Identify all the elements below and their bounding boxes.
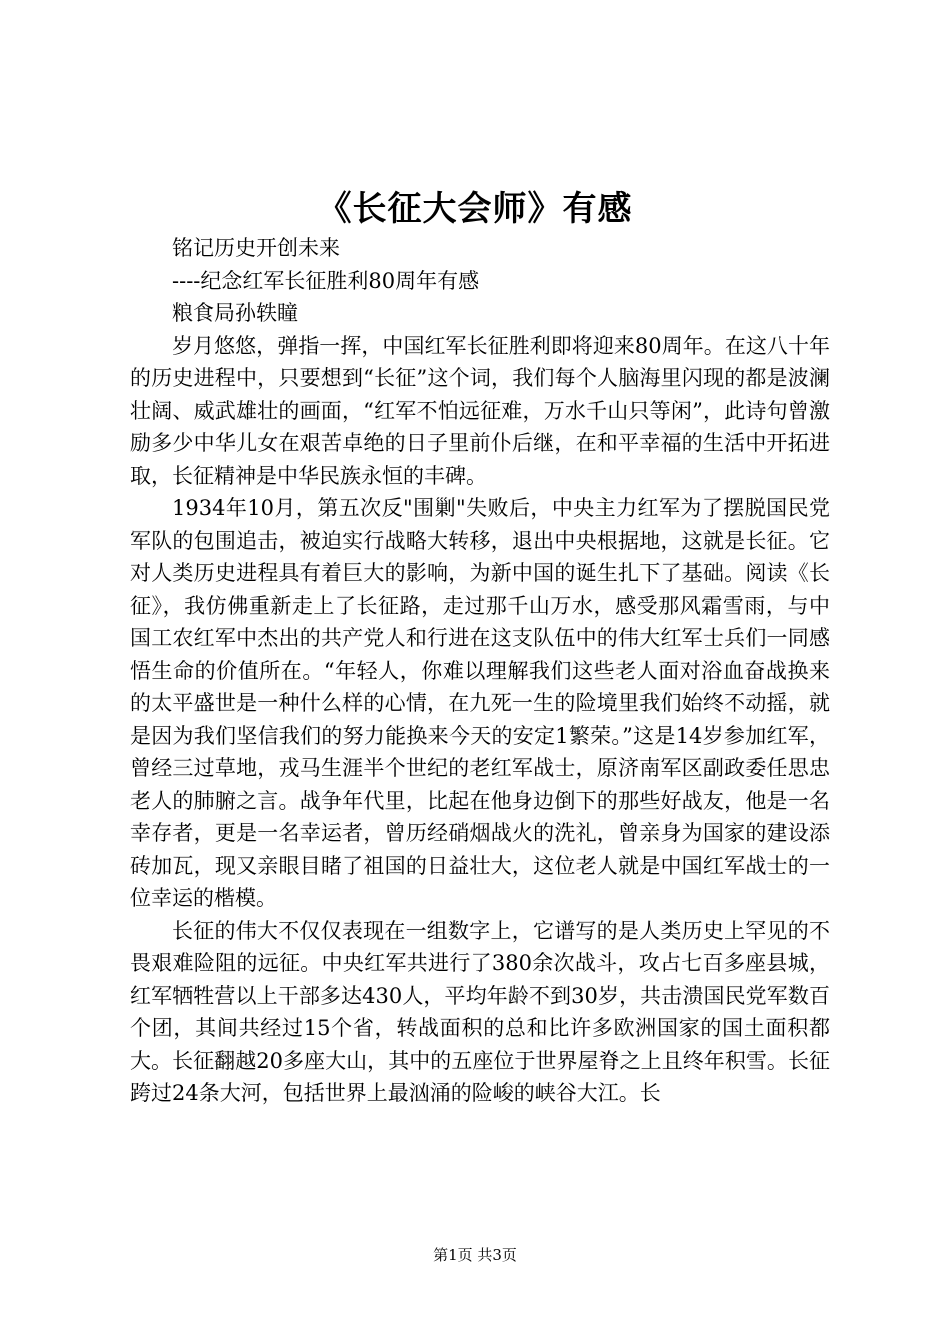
author-line: 粮食局孙轶瞳 [172,301,298,325]
document-body [130,232,830,1110]
document-title: 《长征大会师》有感 [317,189,633,229]
page-number-footer: 第1页 共3页 [433,1246,517,1264]
paragraph-1: 岁月悠悠，弹指一挥，中国红军长征胜利即将迎来80周年。在这八十年的历史进程中，只要想到“长征”这个词，我们每个人脑海里闪现的都是波澜壮阔、威武雄壮的画面，“红军不怕远征难，万水千山只等闲”，此诗句曾激励多少中华儿女在艰苦卓绝的日子里前仆后继，在和平幸福的生活中开拓进取，长征精神是中华民族永恒的丰碑。 [130,333,830,488]
subtitle-line-1: 铭记历史开创未来 [172,236,340,260]
paragraph-2: 1934年10月，第五次反"围剿"失败后，中央主力红军为了摆脱国民党军队的包围追击，被迫实行战略大转移，退出中央根据地，这就是长征。它对人类历史进程具有着巨大的影响，为新中国的诞生扎下了基础。阅读《长征》，我仿佛重新走上了长征路，走过那千山万水，感受那风霜雪雨，与中国工农红军中杰出的共产党人和行进在这支队伍中的伟大红军士兵们一同感悟生命的价值所在。“年轻人，你难以理解我们这些老人面对浴血奋战换来的太平盛世是一种什么样的心情，在九死一生的险境里我们始终不动摇，就是因为我们坚信我们的努力能换来今天的安定1繁荣。”这是14岁参加红军，曾经三过草地，戎马生涯半个世纪的老红军战士，原济南军区副政委任思忠老人的肺腑之言。战争年代里，比起在他身边倒下的那些好战友，他是一名幸存者，更是一名幸运者，曾历经硝烟战火的洗礼，曾亲身为国家的建设添砖加瓦，现又亲眼目睹了祖国的日益壮大，这位老人就是中国红军战士的一位幸运的楷模。 [130,496,830,910]
paragraph-3: 长征的伟大不仅仅表现在一组数字上，它谱写的是人类历史上罕见的不畏艰难险阻的远征。中央红军共进行了380余次战斗，攻占七百多座县城，红军牺牲营以上干部多达430人，平均年龄不到30岁，共击溃国民党军数百个团，其间共经过15个省，转战面积的总和比许多欧洲国家的国土面积都大。长征翻越20多座大山，其中的五座位于世界屋脊之上且终年积雪。长征跨过24条大河，包括世界上最汹涌的险峻的峡谷大江。长 [130,918,830,1105]
subtitle-line-2: ----纪念红军长征胜利80周年有感 [172,268,480,293]
